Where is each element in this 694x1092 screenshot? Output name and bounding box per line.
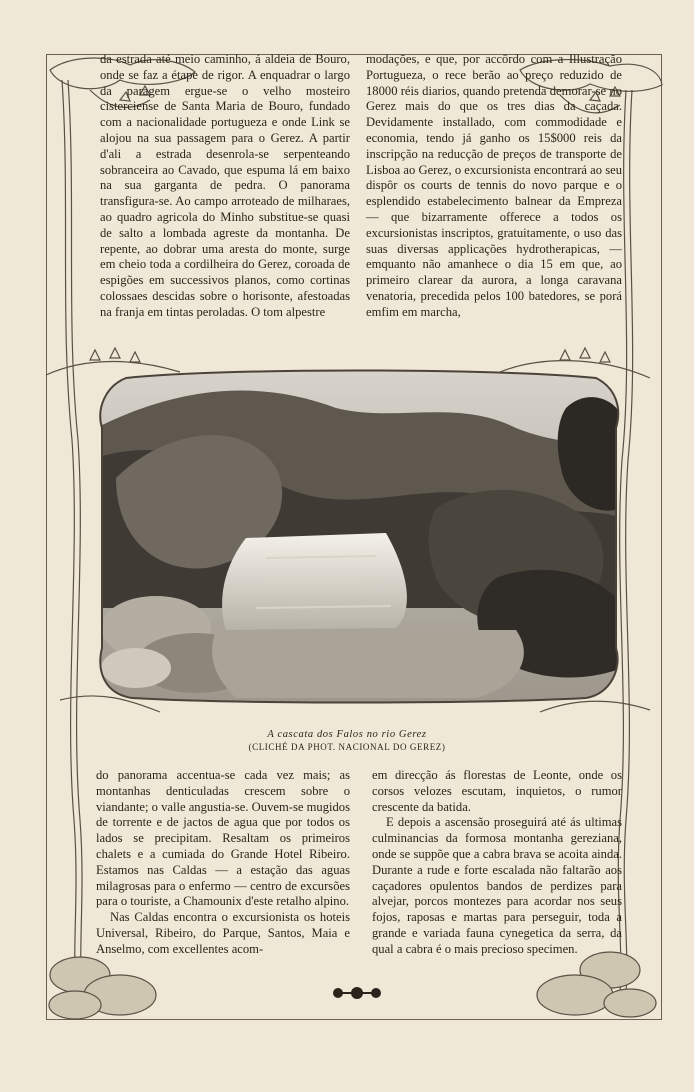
article-paragraph: Nas Caldas encontra o excursionista os hoteis Universal, Ribeiro, do Parque, Santos, Maia e Anselmo, com excellentes acom-: [96, 910, 350, 956]
article-column-bottom-left: [96, 768, 350, 958]
waterfall-photo: [96, 368, 622, 704]
article-column-bottom-right: [372, 768, 622, 958]
photo-credit: (CLICHÉ DA PHOT. NACIONAL DO GEREZ): [248, 742, 446, 752]
article-column-top-right: [366, 52, 622, 321]
article-paragraph: em direcção ás florestas de Leonte, onde os corsos velozes escutam, inquietos, o rumor crescente da batida.: [372, 768, 622, 814]
article-paragraph: E depois a ascensão proseguirá até ás ultimas culminancias da formosa montanha gereziana, onde se suppõe que a cabra brava se acoita ainda. Durante a rude e forte escalada não faltarão aos caçadores opulentos bandos de perdizes para alvejar, porcos montezes para acordar nos seus fojos, raposas e martas para perseguir, toda a grande e variada fauna cynegetica da serra, da qual a cabra é o mais precioso specimen.: [372, 815, 622, 956]
article-paragraph: modações, e que, por accôrdo com a Illustração Portugueza, o rece berão ao preço reduzido de 18000 réis diarios, quando pretenda demorar-se no Gerez mais do que os tres dias da caçada. Devidamente installado, com commodidade e economia, tendo já ganho os 15$000 reis da inscripção na reducção de preços de transporte de Lisboa ao Gerez, o excursionista encontrará ao seu dispôr os courts de tennis do novo parque e o esplendido estabelecimento balnear da Empreza — que bizarramente offerece a todos os excursionistas inscriptos, gratuitamente, o uso das suas diversas applicações hydrotherapicas, — emquanto não amanhece o dia 15 em que, ao primeiro clarear da aurora, a longa caravana venatoria, precedida pelos 100 batedores, se porá emfim em marcha,: [366, 52, 622, 319]
waterfall-photo-image: [96, 368, 622, 704]
photo-caption: A cascata dos Falos no rio Gerez: [267, 729, 427, 740]
article-paragraph: do panorama accentua-se cada vez mais; as montanhas denticuladas crescem sobre o viandante; o valle angustia-se. Ouvem-se mugidos de torrente e de jactos de agua que por todos os lados se precipitam. Resaltam os primeiros chalets e a cumiada do Grande Hotel Ribeiro. Estamos nas Caldas — a estação das aguas milagrosas para o enfermo — centro de excursões para o touriste, a Chamounix d'este retalho alpino.: [96, 768, 350, 909]
end-ornament-icon: [330, 984, 384, 1002]
article-paragraph: da estrada até meio caminho, á aldeia de Bouro, onde se faz a étape de rigor. A enquadrar o largo da paragem ergue-se o velho mosteiro cisterciense de Santa Maria de Bouro, fundado com a nacionalidade portugueza e onde Link se alojou na sua passagem para o Gerez. A partir d'ali a estrada desenrola-se serpenteando sobranceira ao Cavado, que espuma lá em baixo na sua garganta de pedra. O panorama transfigura-se. Ao campo arroteado de milharaes, ao quadro agricola do Minho substitue-se quasi de salto a lombada agreste da montanha. De repente, ao dobrar uma aresta do monte, surge em cheio toda a cordilheira do Gerez, coroada de espigões em successivos planos, como cortinas colossaes descidas sobre o horisonte, afestoadas na franja em tintas peroladas. O tom alpestre: [100, 52, 350, 319]
article-column-top-left: [100, 52, 350, 321]
